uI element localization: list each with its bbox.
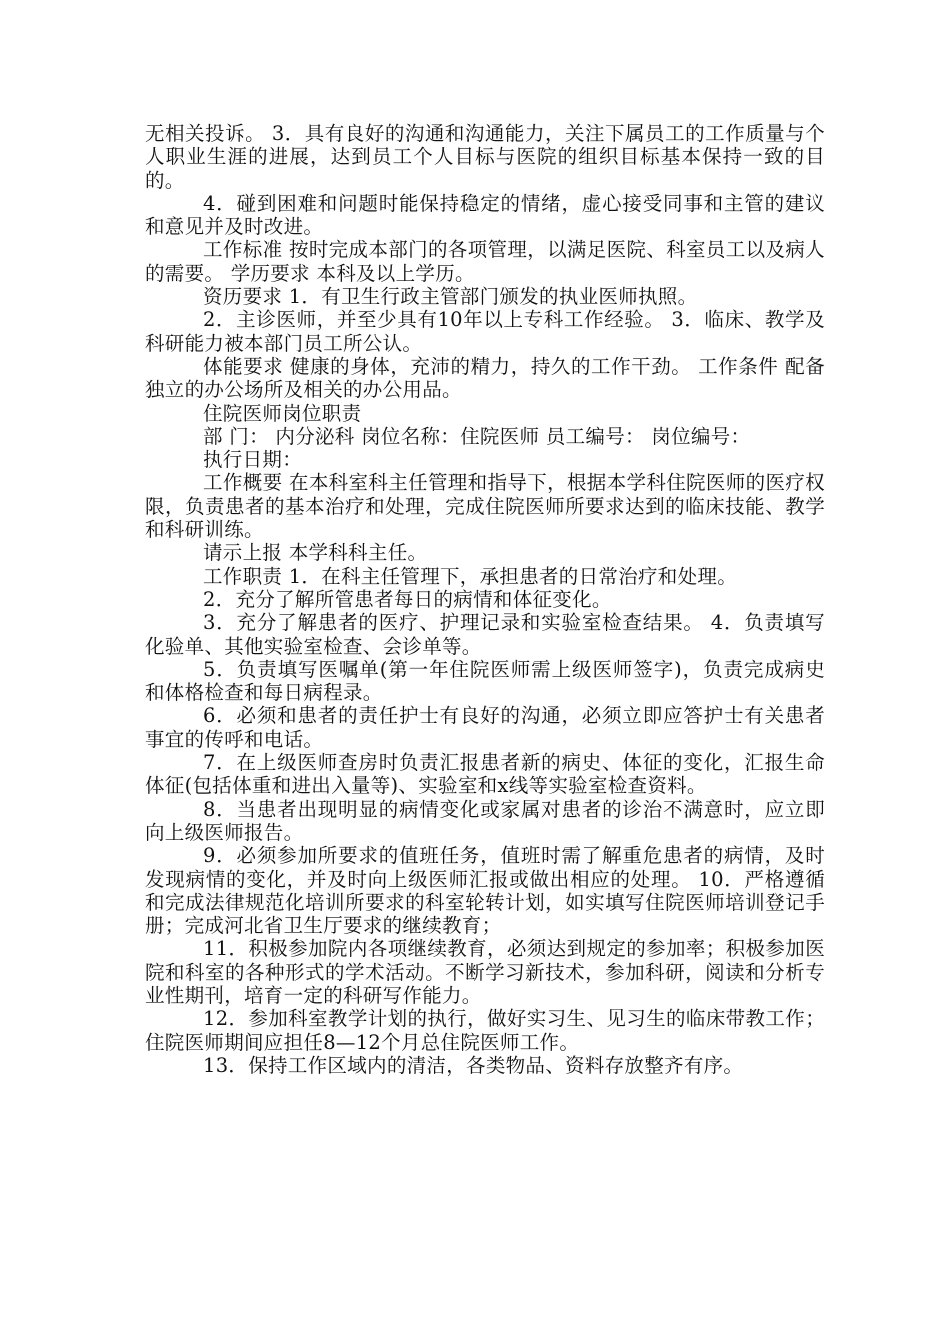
paragraph: 无相关投诉。 3．具有良好的沟通和沟通能力，关注下属员工的工作质量与个人职业生涯的进展，达到员工个人目标与医院的组织目标基本保持一致的目的。 [145, 122, 825, 192]
paragraph: 12．参加科室教学计划的执行，做好实习生、见习生的临床带教工作；住院医师期间应担任8—12个月总住院医师工作。 [145, 1007, 825, 1054]
paragraph: 4．碰到困难和问题时能保持稳定的情绪，虚心接受同事和主管的建议和意见并及时改进。 [145, 191, 825, 239]
document-body [145, 122, 825, 1077]
section-heading: 住院医师岗位职责 [203, 401, 362, 425]
paragraph: 13．保持工作区域内的清洁，各类物品、资料存放整齐有序。 [203, 1053, 744, 1077]
paragraph: 请示上报 本学科科主任。 [203, 541, 428, 565]
paragraph: 3．充分了解患者的医疗、护理记录和实验室检查结果。 4．负责填写化验单、其他实验室检查、会诊单等。 [145, 611, 825, 658]
paragraph: 执行日期： [203, 448, 303, 472]
paragraph: 7．在上级医师查房时负责汇报患者新的病史、体征的变化，汇报生命体征(包括体重和进出入量等)、实验室和x线等实验室检查资料。 [145, 751, 825, 798]
paragraph: 2．充分了解所管患者每日的病情和体征变化。 [203, 587, 612, 611]
paragraph: 工作职责 1．在科主任管理下，承担患者的日常治疗和处理。 [203, 564, 738, 588]
paragraph: 工作概要 在本科室科主任管理和指导下，根据本学科住院医师的医疗权限，负责患者的基本治疗和处理，完成住院医师所要求达到的临床技能、教学和科研训练。 [145, 471, 825, 542]
paragraph: 2．主诊医师，并至少具有10年以上专科工作经验。 3．临床、教学及科研能力被本部门员工所公认。 [145, 308, 825, 355]
paragraph: 5．负责填写医嘱单(第一年住院医师需上级医师签字)，负责完成病史和体格检查和每日病程录。 [145, 657, 825, 705]
paragraph: 体能要求 健康的身体，充沛的精力，持久的工作干劲。 工作条件 配备独立的办公场所及相关的办公用品。 [145, 354, 825, 402]
paragraph: 工作标准 按时完成本部门的各项管理，以满足医院、科室员工以及病人的需要。 学历要求 本科及以上学历。 [145, 238, 825, 285]
paragraph: 资历要求 1．有卫生行政主管部门颁发的执业医师执照。 [203, 285, 698, 309]
paragraph: 8．当患者出现明显的病情变化或家属对患者的诊治不满意时，应立即向上级医师报告。 [145, 797, 825, 844]
paragraph: 9．必须参加所要求的值班任务，值班时需了解重危患者的病情，及时发现病情的变化，并及时向上级医师汇报或做出相应的处理。 10．严格遵循和完成法律规范化培训所要求的科室轮转计划，如实填写住院医师培训登记手册；完成河北省卫生厅要求的继续教育； [145, 844, 825, 938]
paragraph: 部 门： 内分泌科 岗位名称：住院医师 员工编号： 岗位编号： [203, 424, 751, 448]
paragraph: 6．必须和患者的责任护士有良好的沟通，必须立即应答护士有关患者事宜的传呼和电话。 [145, 704, 825, 751]
paragraph: 11．积极参加院内各项继续教育，必须达到规定的参加率；积极参加医院和科室的各种形式的学术活动。不断学习新技术，参加科研，阅读和分析专业性期刊，培育一定的科研写作能力。 [145, 937, 825, 1007]
